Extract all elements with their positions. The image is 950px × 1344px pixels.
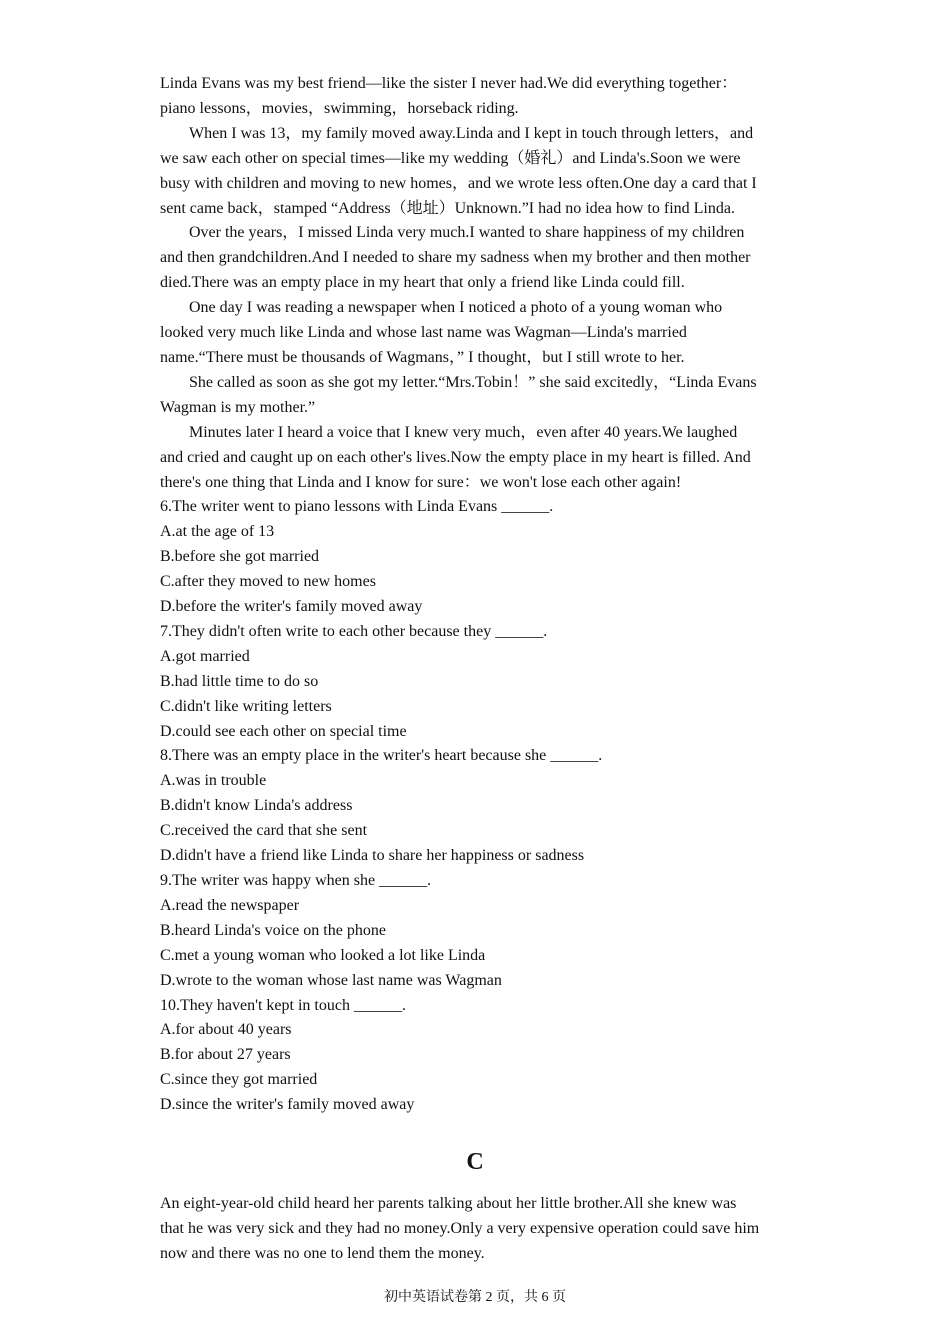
passage-c xyxy=(160,1192,790,1267)
text-line: and cried and caught up on each other's lives.Now the empty place in my heart is filled. And xyxy=(160,448,751,466)
question-9 xyxy=(160,869,790,994)
text-line: piano lessons，movies，swimming，horseback riding. xyxy=(160,99,519,117)
section-c-heading: C xyxy=(466,1149,484,1175)
text-line: When I was 13，my family moved away.Linda and I kept in touch through letters，and xyxy=(189,124,754,142)
text-line: An eight-year-old child heard her parents talking about her little brother.All she knew was xyxy=(160,1195,737,1212)
option-b: B.heard Linda's voice on the phone xyxy=(160,921,386,939)
option-a: A.at the age of 13 xyxy=(160,523,275,541)
paragraph xyxy=(160,296,790,371)
text-line: died.There was an empty place in my heart that only a friend like Linda could fill. xyxy=(160,274,685,292)
text-line: now and there was no one to lend them the money. xyxy=(160,1244,485,1262)
question-6 xyxy=(160,495,790,620)
question-stem: 10.They haven't kept in touch ______. xyxy=(160,996,406,1014)
option-d: D.didn't have a friend like Linda to share her happiness or sadness xyxy=(160,847,585,865)
option-a: A.for about 40 years xyxy=(160,1021,292,1039)
paragraph xyxy=(160,72,790,122)
option-d: D.wrote to the woman whose last name was Wagman xyxy=(160,971,502,989)
text-line: One day I was reading a newspaper when I noticed a photo of a young woman who xyxy=(189,299,723,317)
text-line: we saw each other on special times—like my wedding（婚礼）and Linda's.Soon we were xyxy=(160,149,741,167)
text-line: Wagman is my mother.” xyxy=(160,398,316,416)
option-a: A.read the newspaper xyxy=(160,896,300,914)
text-line: that he was very sick and they had no money.Only a very expensive operation could save him xyxy=(160,1219,760,1237)
option-b: B.before she got married xyxy=(160,548,320,566)
passage-b-and-questions xyxy=(160,72,790,1118)
text-line: Minutes later I heard a voice that I knew very much，even after 40 years.We laughed xyxy=(189,423,738,441)
option-c: C.after they moved to new homes xyxy=(160,573,376,591)
option-d: D.since the writer's family moved away xyxy=(160,1096,415,1114)
option-b: B.had little time to do so xyxy=(160,672,319,690)
option-d: D.could see each other on special time xyxy=(160,722,407,740)
option-c: C.since they got married xyxy=(160,1071,318,1089)
question-8 xyxy=(160,744,790,869)
option-c: C.received the card that she sent xyxy=(160,822,368,840)
question-stem: 6.The writer went to piano lessons with Linda Evans ______. xyxy=(160,498,554,516)
question-7 xyxy=(160,620,790,745)
option-d: D.before the writer's family moved away xyxy=(160,598,423,616)
text-line: She called as soon as she got my letter.“Mrs.Tobin！” she said excitedly，“Linda Evans xyxy=(189,373,757,391)
paragraph xyxy=(160,122,790,222)
text-line: looked very much like Linda and whose last name was Wagman—Linda's married xyxy=(160,324,687,342)
option-a: A.was in trouble xyxy=(160,772,267,790)
text-line: busy with children and moving to new homes，and we wrote less often.One day a card that I xyxy=(160,174,757,192)
text-line: sent came back，stamped “Address（地址）Unknown.”I had no idea how to find Linda. xyxy=(160,199,735,217)
text-line: Linda Evans was my best friend—like the sister I never had.We did everything together： xyxy=(160,75,738,92)
option-b: B.for about 27 years xyxy=(160,1046,291,1064)
text-line: Over the years，I missed Linda very much.I wanted to share happiness of my children xyxy=(189,224,745,242)
paragraph xyxy=(160,221,790,296)
paragraph xyxy=(160,371,790,421)
text-line: and then grandchildren.And I needed to share my sadness when my brother and then mother xyxy=(160,249,751,267)
passage-b xyxy=(160,72,790,495)
question-10 xyxy=(160,994,790,1119)
option-b: B.didn't know Linda's address xyxy=(160,797,353,815)
text-line: name.“There must be thousands of Wagmans，” I thought，but I still wrote to her. xyxy=(160,348,685,366)
question-stem: 8.There was an empty place in the writer's heart because she ______. xyxy=(160,747,603,765)
text-line: there's one thing that Linda and I know for sure：we won't lose each other again! xyxy=(160,473,682,491)
question-list xyxy=(160,495,790,1118)
question-stem: 9.The writer was happy when she ______. xyxy=(160,872,432,889)
option-c: C.met a young woman who looked a lot like Linda xyxy=(160,946,486,964)
paragraph xyxy=(160,421,790,496)
question-stem: 7.They didn't often write to each other because they ______. xyxy=(160,622,548,640)
option-c: C.didn't like writing letters xyxy=(160,697,332,715)
option-a: A.got married xyxy=(160,647,250,665)
page-footer: 初中英语试卷第 2 页，共 6 页 xyxy=(384,1290,566,1305)
